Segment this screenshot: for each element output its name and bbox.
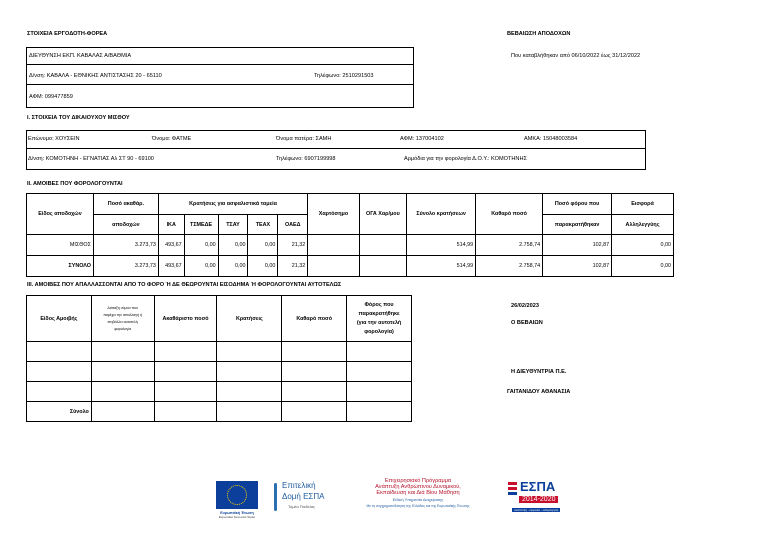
cell-net: 2.758,74: [476, 256, 543, 277]
col-tax-bottom: παρακρατήθηκαν: [543, 215, 612, 235]
cell-type: ΜΙΣΘΟΣ: [27, 235, 94, 256]
beneficiary-name: Όνομα: ΦΑΤΜΕ: [152, 136, 192, 142]
law-line: παρέχει την απαλλαγή ή: [103, 312, 143, 317]
col-tsay: ΤΣΑΥ: [218, 215, 248, 235]
col-solidarity-top: Εισφορά: [612, 194, 674, 215]
cell-tmede: 0,00: [184, 235, 218, 256]
espa-structure-logo: [274, 481, 336, 515]
cell-tax: 102,87: [543, 256, 612, 277]
table-row: [27, 382, 412, 402]
tax-line: (για την αυτοτελή: [356, 319, 402, 326]
espa-motto: ανάπτυξη - εργασία - αλληλεγγύη: [514, 508, 559, 512]
employer-address: Δ/νση: ΚΑΒΑΛΑ - ΕΘΝΙΚΗΣ ΑΝΤΙΣΤΑΣΗΣ 20 - 65110: [29, 73, 162, 79]
beneficiary-father: Όνομα πατέρα: ΣΑΜΗ: [276, 136, 332, 142]
col-exempt-law: [91, 296, 154, 342]
espa-stripes-icon: [508, 482, 517, 498]
ep-line2: Ανάπτυξη Ανθρώπινου Δυναμικού,: [375, 484, 461, 490]
cell-tax: 102,87: [543, 235, 612, 256]
signature-role: Η ΔΙΕΥΘΥΝΤΡΙΑ Π.Ε.: [511, 369, 567, 375]
col-exempt-net: Καθαρό ποσό: [282, 296, 347, 342]
ep-logo: [346, 478, 490, 524]
col-gross-bottom: αποδοχών: [93, 215, 158, 235]
divider: [26, 64, 414, 65]
espa-structure-line1: Επιτελική: [282, 481, 316, 490]
cell-stamp: [308, 256, 360, 277]
taxable-table: [26, 193, 674, 277]
signature-name: ΓΑΙΤΑΝΙΔΟΥ ΑΘΑΝΑΣΙΑ: [507, 389, 571, 395]
col-deductions: Κρατήσεις για ασφαλιστικά ταμεία: [158, 194, 307, 215]
beneficiary-doy: Αρμόδια για την φορολογία Δ.Ο.Υ.: ΚΟΜΟΤΗΝΗΣ: [404, 156, 527, 162]
beneficiary-address: Δ/νση: ΚΟΜΟΤΗΝΗ - ΕΓΝΑΤΙΑΣ Αλ ΣΤ 90 - 69100: [28, 156, 154, 162]
employer-directorate: ΔΙΕΥΘΥΝΣΗ ΕΚΠ. ΚΑΒΑΛΑΣ Α/ΒΑΘΜΙΑ: [29, 53, 132, 59]
espa-structure-line3: Τομέα Παιδείας: [288, 504, 315, 509]
signature-date: 26/02/2023: [511, 303, 539, 309]
certificate-period: Που καταβλήθηκαν από 06/10/2022 έως 31/12/2022: [511, 53, 641, 59]
cell-total-deductions: 514,99: [407, 235, 476, 256]
cell-teax: 0,00: [248, 256, 278, 277]
table-row: [27, 342, 412, 362]
col-teax: ΤΕΑΧ: [248, 215, 278, 235]
cell-total-deductions: 514,99: [407, 256, 476, 277]
col-exempt-tax: [347, 296, 412, 342]
ep-line1: Επιχειρησιακό Πρόγραμμα: [384, 478, 452, 484]
col-total-deductions: Σύνολο κρατήσεων: [407, 194, 476, 235]
cell-teax: 0,00: [248, 235, 278, 256]
cell-net: 2.758,74: [476, 235, 543, 256]
exempt-table: [26, 295, 412, 422]
cell-oga: [359, 256, 406, 277]
col-tmede: ΤΣΜΕΔΕ: [184, 215, 218, 235]
taxable-section-title: ΙΙ. ΑΜΟΙΒΕΣ ΠΟΥ ΦΟΡΟΛΟΓΟΥΝΤΑΙ: [27, 181, 123, 187]
espa-logo: [508, 479, 560, 519]
eu-logo: [210, 481, 264, 525]
tax-line: φορολογία): [364, 328, 394, 335]
cell-tsay: 0,00: [218, 235, 248, 256]
table-row: [27, 362, 412, 382]
ep-line5: Με τη συγχρηματοδότηση της Ελλάδας και της Ευρωπαϊκής Ένωσης: [366, 504, 470, 508]
col-oaed: ΟΑΕΔ: [278, 215, 308, 235]
cell-ika: 493,67: [158, 256, 184, 277]
beneficiary-afm: ΑΦΜ: 137004102: [400, 136, 444, 142]
law-line: φορολογία: [114, 326, 132, 331]
law-line: επιβάλλει αυτοτελή: [107, 319, 138, 324]
espa-structure-line2: Δομή ΕΣΠΑ: [282, 492, 325, 501]
divider: [26, 148, 646, 149]
certificate-title: ΒΕΒΑΙΩΣΗ ΑΠΟΔΟΧΩΝ: [507, 31, 571, 37]
beneficiary-section-title: Ι. ΣΤΟΙΧΕΙΑ ΤΟΥ ΔΙΚΑΙΟΥΧΟΥ ΜΙΣΘΟΥ: [27, 115, 130, 121]
col-stamp: Χαρτόσημο: [308, 194, 360, 235]
exempt-total-label: Σύνολο: [27, 402, 92, 422]
employer-afm: ΑΦΜ: 099477859: [29, 94, 73, 100]
cell-solidarity: 0,00: [612, 256, 674, 277]
espa-years: 2014-2020: [519, 496, 558, 503]
col-oga: ΟΓΑ Χαρ/μου: [359, 194, 406, 235]
col-solidarity-bottom: Αλληλεγγύης: [612, 215, 674, 235]
cell-oga: [359, 235, 406, 256]
beneficiary-surname: Επώνυμο: ΧΟΥΣΕΙΝ: [28, 136, 80, 142]
signature-certifier: Ο ΒΕΒΑΙΩΝ: [511, 320, 543, 326]
exempt-section-title: ΙΙΙ. ΑΜΟΙΒΕΣ ΠΟΥ ΑΠΑΛΛΑΣΣΟΝΤΑΙ ΑΠΟ ΤΟ ΦΟΡΟ Ή ΔΕ ΘΕΩΡΟΥΝΤΑΙ ΕΙΣΟΔΗΜΑ Ή ΦΟΡΟΛΟΓΟΥΝΤΑΙ ΑΥΤΟΤΕΛΩΣ: [27, 282, 342, 288]
cell-oaed: 21,32: [278, 235, 308, 256]
cell-stamp: [308, 235, 360, 256]
employer-section-title: ΣΤΟΙΧΕΙΑ ΕΡΓΟΔΟΤΗ-ΦΟΡΕΑ: [27, 31, 108, 37]
tax-line: παρακρατήθηκε: [358, 310, 400, 317]
eu-label: Ευρωπαϊκή Ένωση: [220, 511, 254, 515]
col-type: Είδος αποδοχών: [27, 194, 94, 235]
eu-flag-icon: [216, 481, 258, 509]
col-gross-top: Ποσό ακαθάρ.: [93, 194, 158, 215]
tax-line: Φόρος που: [364, 301, 394, 308]
col-ika: ΙΚΑ: [158, 215, 184, 235]
eu-sublabel: Ευρωπαϊκό Κοινωνικό Ταμείο: [218, 515, 256, 519]
col-exempt-deductions: Κρατήσεις: [217, 296, 282, 342]
espa-title: ΕΣΠΑ: [520, 479, 556, 494]
cell-solidarity: 0,00: [612, 235, 674, 256]
law-line: Διάταξη νόμου που: [107, 305, 138, 310]
cell-gross: 3.273,73: [93, 256, 158, 277]
table-row-total: [27, 402, 412, 422]
divider: [26, 84, 414, 85]
col-exempt-gross: Ακαθάριστο ποσό: [154, 296, 217, 342]
cell-tsay: 0,00: [218, 256, 248, 277]
ep-line4: Ειδική Υπηρεσία Διαχείρισης: [392, 497, 444, 502]
employer-phone: Τηλέφωνο: 2510291503: [314, 73, 374, 79]
cell-gross: 3.273,73: [93, 235, 158, 256]
col-tax-top: Ποσό φόρου που: [543, 194, 612, 215]
table-row: [27, 235, 674, 256]
cell-ika: 493,67: [158, 235, 184, 256]
table-row-total: [27, 256, 674, 277]
col-net: Καθαρό ποσό: [476, 194, 543, 235]
cell-type: ΣΥΝΟΛΟ: [27, 256, 94, 277]
cell-tmede: 0,00: [184, 256, 218, 277]
col-exempt-type: Είδος Αμοιβής: [27, 296, 92, 342]
ep-line3: Εκπαίδευση και Διά Βίου Μάθηση: [376, 490, 460, 496]
beneficiary-amka: ΑΜΚΑ: 15048003584: [524, 136, 578, 142]
cell-oaed: 21,32: [278, 256, 308, 277]
beneficiary-phone: Τηλέφωνο: 6907199998: [276, 156, 336, 162]
